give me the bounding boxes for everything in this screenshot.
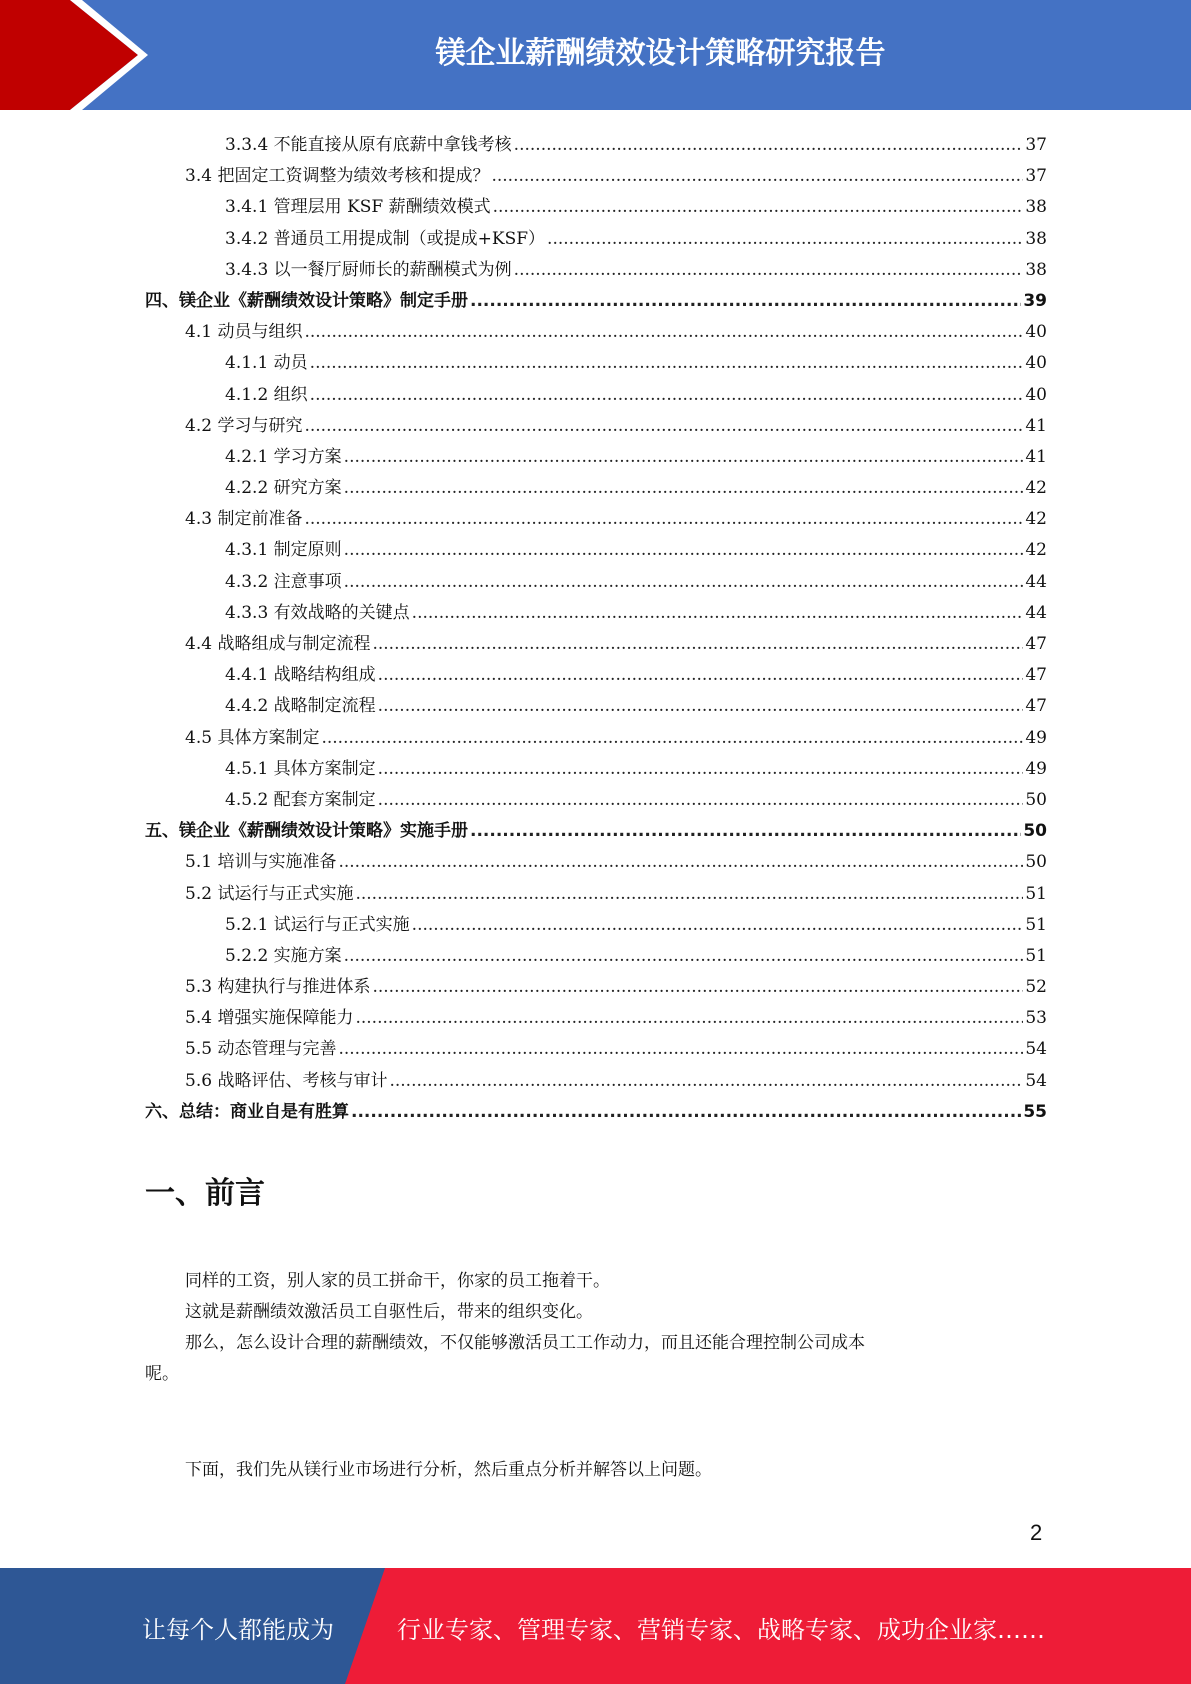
toc-entry-label: 4.1.1 动员 [225, 353, 308, 374]
toc-entry-label: 4.4.2 战略制定流程 [225, 696, 376, 717]
paragraph: 同样的工资，别人家的员工拼命干，你家的员工拖着干。 [185, 1271, 610, 1291]
toc-entry-page: 41 [1025, 415, 1047, 436]
toc-leader-dots [355, 879, 1023, 910]
toc-entry[interactable] [145, 785, 1047, 816]
toc-leader-dots [344, 567, 1024, 598]
toc-entry-label: 4.4 战略组成与制定流程 [185, 634, 371, 654]
toc-entry[interactable] [145, 598, 1047, 629]
toc-entry[interactable] [145, 629, 1047, 660]
toc-entry[interactable] [145, 535, 1047, 566]
toc-entry[interactable] [145, 567, 1047, 598]
toc-leader-dots [493, 192, 1024, 223]
toc-entry-page: 50 [1025, 789, 1047, 810]
toc-entry-page: 42 [1025, 540, 1047, 561]
toc-entry[interactable] [145, 1003, 1047, 1034]
toc-entry-label: 5.5 动态管理与完善 [185, 1039, 337, 1060]
toc-entry-label: 3.3.4 不能直接从原有底薪中拿钱考核 [225, 135, 512, 155]
toc-leader-dots [344, 442, 1024, 473]
footer-slogan-left: 让每个人都能成为 [142, 1616, 334, 1644]
toc-entry-page: 47 [1025, 696, 1047, 717]
toc-entry-label: 4.2.1 学习方案 [225, 446, 342, 467]
toc-leader-dots [412, 910, 1024, 941]
toc-entry[interactable] [145, 879, 1047, 910]
toc-entry-page: 40 [1025, 322, 1047, 343]
toc-leader-dots [378, 785, 1024, 816]
toc-leader-dots [304, 411, 1023, 442]
toc-entry-page: 40 [1025, 353, 1047, 374]
toc-leader-dots [378, 660, 1024, 691]
toc-entry-page: 51 [1025, 883, 1047, 904]
toc-entry[interactable] [145, 691, 1047, 722]
toc-entry[interactable] [145, 286, 1047, 317]
paragraph: 那么，怎么设计合理的薪酬绩效，不仅能够激活员工工作动力，而且还能合理控制公司成本 [185, 1333, 865, 1353]
page-header [0, 0, 1191, 110]
toc-leader-dots [514, 130, 1024, 161]
toc-entry-page: 41 [1025, 446, 1047, 467]
toc-entry-page: 55 [1023, 1101, 1047, 1122]
toc-leader-dots [344, 473, 1024, 504]
toc-entry-label: 4.1 动员与组织 [185, 322, 303, 343]
toc-leader-dots [344, 941, 1024, 972]
toc-entry-page: 37 [1025, 166, 1047, 187]
toc-entry-page: 42 [1025, 509, 1047, 530]
toc-entry[interactable] [145, 224, 1047, 255]
toc-entry[interactable] [145, 442, 1047, 473]
toc-entry-label: 4.2 学习与研究 [185, 415, 303, 436]
toc-entry-label: 4.2.2 研究方案 [225, 478, 342, 499]
toc-entry-page: 49 [1025, 758, 1047, 779]
toc-leader-dots [470, 286, 1021, 317]
toc-entry-label: 4.3.3 有效战略的关键点 [225, 602, 410, 623]
toc-entry-page: 50 [1025, 852, 1047, 873]
paragraph: 下面，我们先从镁行业市场进行分析，然后重点分析并解答以上问题。 [185, 1460, 712, 1480]
toc-entry-label: 3.4 把固定工资调整为绩效考核和提成？ [185, 166, 490, 187]
toc-entry[interactable] [145, 317, 1047, 348]
toc-entry[interactable] [145, 473, 1047, 504]
toc-entry-label: 5.4 增强实施保障能力 [185, 1008, 354, 1029]
toc-leader-dots [321, 723, 1023, 754]
toc-entry-label: 4.5.1 具体方案制定 [225, 758, 376, 779]
toc-entry-label: 5.6 战略评估、考核与审计 [185, 1070, 388, 1091]
toc-leader-dots [344, 535, 1024, 566]
paragraph: 这就是薪酬绩效激活员工自驱性后，带来的组织变化。 [185, 1302, 593, 1322]
toc-entry-label: 五、镁企业《薪酬绩效设计策略》实施手册 [145, 821, 468, 842]
toc-entry-page: 51 [1025, 914, 1047, 935]
toc-entry-page: 38 [1025, 197, 1047, 218]
toc-entry-label: 5.3 构建执行与推进体系 [185, 977, 371, 998]
toc-entry-page: 53 [1025, 1008, 1047, 1029]
toc-entry-page: 47 [1025, 665, 1047, 686]
toc-entry[interactable] [145, 255, 1047, 286]
page-footer [0, 1568, 1191, 1684]
toc-entry[interactable] [145, 411, 1047, 442]
toc-leader-dots [378, 691, 1024, 722]
toc-entry-label: 4.3.1 制定原则 [225, 540, 342, 561]
toc-entry-page: 51 [1025, 945, 1047, 966]
toc-leader-dots [310, 348, 1024, 379]
toc-entry-page: 44 [1025, 571, 1047, 592]
toc-entry-page: 38 [1025, 228, 1047, 249]
section-heading: 一、前言 [145, 1176, 265, 1211]
toc-entry[interactable] [145, 1097, 1047, 1128]
toc-entry-page: 40 [1025, 384, 1047, 405]
toc-leader-dots [378, 754, 1024, 785]
toc-entry-label: 六、总结：商业自是有胜算 [145, 1101, 349, 1122]
paragraph: 呢。 [145, 1364, 179, 1384]
table-of-contents [145, 130, 1047, 1128]
toc-entry[interactable] [145, 723, 1047, 754]
toc-entry-label: 4.1.2 组织 [225, 384, 308, 405]
toc-entry[interactable] [145, 660, 1047, 691]
toc-leader-dots [304, 317, 1023, 348]
toc-entry-page: 47 [1025, 634, 1047, 654]
toc-entry-page: 50 [1023, 821, 1047, 842]
toc-entry-label: 3.4.1 管理层用 KSF 薪酬绩效模式 [225, 197, 491, 218]
toc-entry-label: 4.4.1 战略结构组成 [225, 665, 376, 686]
toc-leader-dots [389, 1066, 1023, 1097]
toc-entry[interactable] [145, 972, 1047, 1003]
toc-entry[interactable] [145, 754, 1047, 785]
toc-entry[interactable] [145, 192, 1047, 223]
header-title: 镁企业薪酬绩效设计策略研究报告 [435, 36, 886, 71]
toc-leader-dots [355, 1003, 1023, 1034]
toc-entry-label: 4.3 制定前准备 [185, 509, 303, 530]
toc-entry-label: 5.2.2 实施方案 [225, 945, 342, 966]
toc-entry-label: 5.1 培训与实施准备 [185, 852, 337, 873]
toc-entry-label: 3.4.3 以一餐厅厨师长的薪酬模式为例 [225, 259, 512, 280]
toc-entry[interactable] [145, 161, 1047, 192]
toc-entry-page: 39 [1023, 290, 1047, 311]
toc-leader-dots [514, 255, 1024, 286]
toc-entry[interactable] [145, 910, 1047, 941]
toc-leader-dots [310, 380, 1024, 411]
toc-entry[interactable] [145, 130, 1047, 161]
toc-entry-page: 44 [1025, 602, 1047, 623]
toc-entry-page: 54 [1025, 1039, 1047, 1060]
toc-entry-page: 42 [1025, 478, 1047, 499]
toc-leader-dots [412, 598, 1024, 629]
toc-entry-label: 4.3.2 注意事项 [225, 571, 342, 592]
toc-entry-label: 4.5 具体方案制定 [185, 727, 320, 748]
toc-entry-page: 37 [1025, 135, 1047, 155]
page-number: 2 [1030, 1520, 1043, 1545]
toc-leader-dots [547, 224, 1023, 255]
toc-entry-page: 49 [1025, 727, 1047, 748]
toc-entry-label: 5.2 试运行与正式实施 [185, 883, 354, 904]
toc-leader-dots [470, 816, 1021, 847]
toc-entry[interactable] [145, 504, 1047, 535]
toc-entry-label: 四、镁企业《薪酬绩效设计策略》制定手册 [145, 290, 468, 311]
toc-leader-dots [372, 629, 1023, 660]
toc-entry-label: 5.2.1 试运行与正式实施 [225, 914, 410, 935]
toc-leader-dots [304, 504, 1023, 535]
toc-leader-dots [338, 1034, 1023, 1065]
toc-leader-dots [491, 161, 1023, 192]
toc-entry-page: 38 [1025, 259, 1047, 280]
toc-entry[interactable] [145, 941, 1047, 972]
toc-entry[interactable] [145, 847, 1047, 878]
toc-entry[interactable] [145, 816, 1047, 847]
toc-entry-label: 3.4.2 普通员工用提成制（或提成+KSF） [225, 228, 546, 249]
toc-leader-dots [351, 1097, 1021, 1128]
toc-leader-dots [338, 847, 1023, 878]
toc-entry-page: 52 [1025, 977, 1047, 998]
toc-entry-label: 4.5.2 配套方案制定 [225, 789, 376, 810]
toc-leader-dots [372, 972, 1023, 1003]
toc-entry[interactable] [145, 380, 1047, 411]
footer-slogan-right: 行业专家、管理专家、营销专家、战略专家、成功企业家…… [397, 1616, 1045, 1644]
toc-entry[interactable] [145, 1034, 1047, 1065]
toc-entry[interactable] [145, 348, 1047, 379]
toc-entry[interactable] [145, 1066, 1047, 1097]
toc-entry-page: 54 [1025, 1070, 1047, 1091]
